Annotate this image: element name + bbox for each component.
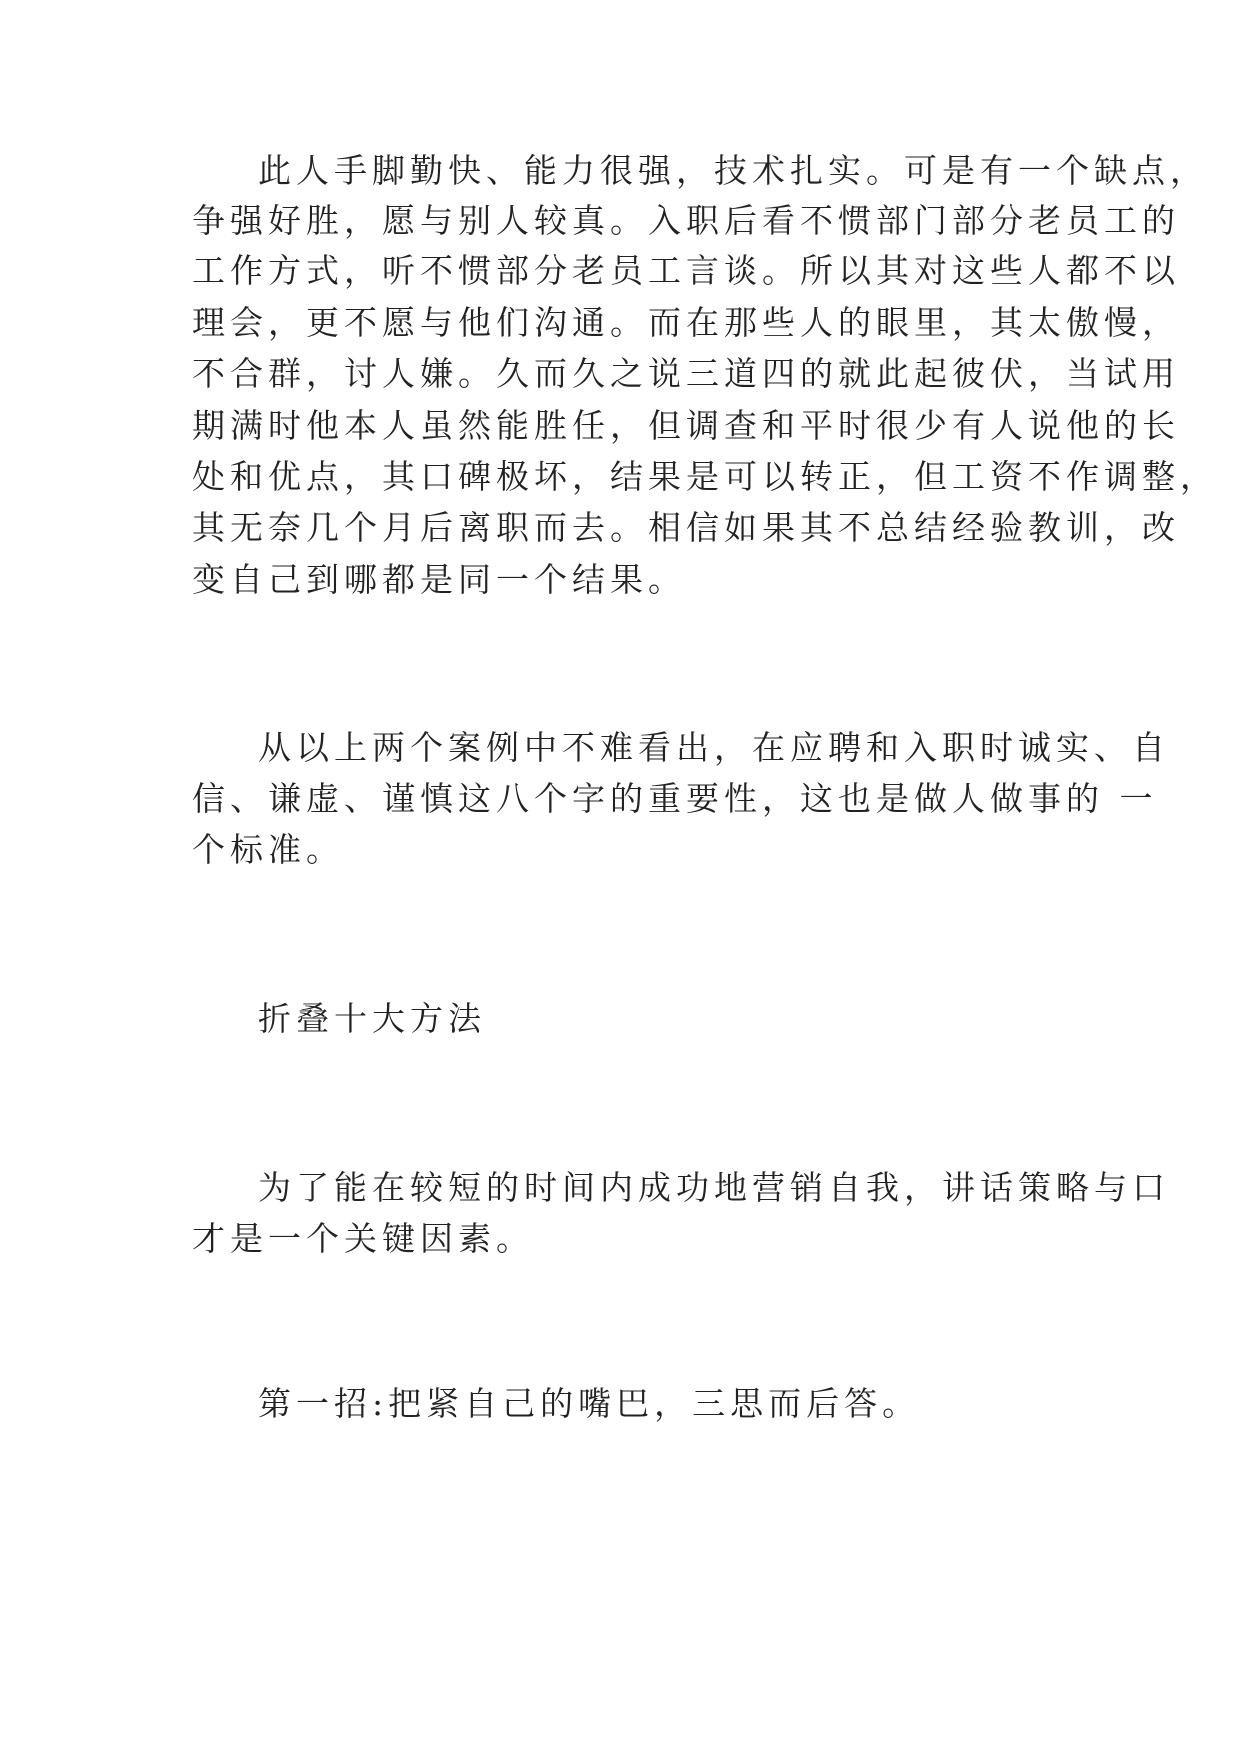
section-heading: 折叠十大方法 <box>258 999 486 1038</box>
paragraph-1-line-2: 争强好胜，愿与别人较真。入职后看不惯部门部分老员工的 <box>192 201 1180 240</box>
paragraph-1-line-8: 其无奈几个月后离职而去。相信如果其不总结经验教训，改 <box>192 508 1180 547</box>
paragraph-4-line-1: 第一招:把紧自己的嘴巴，三思而后答。 <box>258 1384 921 1423</box>
paragraph-1-line-3: 工作方式，听不惯部分老员工言谈。所以其对这些人都不以 <box>192 251 1180 290</box>
paragraph-1-line-9: 变自己到哪都是同一个结果。 <box>192 560 686 599</box>
paragraph-2-line-2: 信、谦虚、谨慎这八个字的重要性，这也是做人做事的 一 <box>192 779 1158 818</box>
paragraph-3-line-1: 为了能在较短的时间内成功地营销自我，讲话策略与口 <box>258 1168 1170 1207</box>
paragraph-1-line-1: 此人手脚勤快、能力很强，技术扎实。可是有一个缺点， <box>258 151 1208 190</box>
paragraph-1-line-5: 不合群，讨人嫌。久而久之说三道四的就此起彼伏，当试用 <box>192 354 1180 393</box>
paragraph-2-line-1: 从以上两个案例中不难看出，在应聘和入职时诚实、自 <box>258 728 1170 767</box>
paragraph-3-line-2: 才是一个关键因素。 <box>192 1219 534 1258</box>
paragraph-1-line-4: 理会，更不愿与他们沟通。而在那些人的眼里，其太傲慢， <box>192 303 1180 342</box>
paragraph-1-line-7: 处和优点，其口碑极坏，结果是可以转正，但工资不作调整， <box>192 457 1218 496</box>
paragraph-1-line-6: 期满时他本人虽然能胜任，但调查和平时很少有人说他的长 <box>192 406 1180 445</box>
paragraph-2-line-3: 个标准。 <box>192 830 344 869</box>
